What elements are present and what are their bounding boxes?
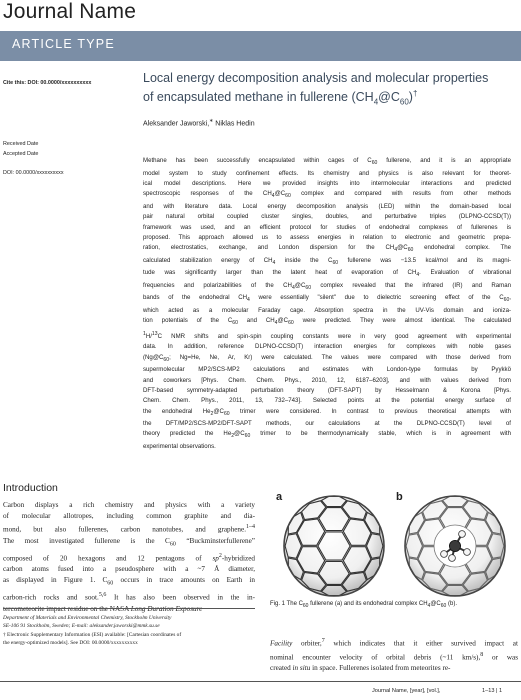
accepted-date: Accepted Date	[3, 151, 39, 157]
text-line: Chem. Chem. Phys., 2011, 13, 732–743]. Selected points at the potential energy surface of	[143, 397, 511, 405]
text-line: calculated stabilization energy of $CH_4$ inside the $C_{60}$ fullerene was −13.5 kcal/mol and its magni-	[143, 256, 511, 266]
affiliation-line: Department of Materials and Environmental Chemistry, Stockholm University	[3, 615, 172, 621]
text-line: and coworkers [Phys. Chem. Chem. Phys., 2010, 12, 6187–6203], and with values derived from	[143, 376, 511, 384]
text-line: ical model descriptions. Here we provided insights into intermolecular interactions and predicted	[143, 179, 511, 187]
text-line: $^1$H/$^{13}$C NMR shifts and spin-spin coupling constants were in very good agreement with experimental	[143, 330, 511, 340]
section-heading-introduction: Introduction	[3, 482, 58, 494]
text-line: tercometeorite impact residue on the NASA Long Duration Exposure	[3, 604, 203, 613]
cite-this: Cite this: DOI: 00.0000/xxxxxxxxxx	[3, 80, 92, 86]
title-dagger: †	[412, 89, 418, 98]
text-line: proposed. This approach allowed us to assess energies in relation to electronic and geometric prepa-	[143, 233, 511, 241]
text-line: carbon atoms fused into a pseudosphere with a ~7 Å diameter,	[3, 565, 255, 574]
esi-line: the energy-optimized models]. See DOI: 00.0000/xxxxxxxxxx	[3, 640, 138, 647]
abstract	[143, 156, 511, 452]
title-line-2	[143, 86, 513, 111]
affiliation-line: SE-106 91 Stockholm, Sweden; E-mail: aleksander.jaworski@mmk.su.se	[3, 623, 160, 630]
text-line: composed of 20 hexagons and 12 pentagons of $sp^2$-hybridized	[3, 552, 255, 563]
author-2: Niklas Hedin	[213, 120, 255, 128]
text-line: tion potentials of the $C_{60}$ and $CH_4@C_{60}$ were predicted. They were almost identical. The calculated	[143, 317, 512, 327]
text-line: Carbon displays a rich chemistry and physics with a variety	[3, 501, 255, 509]
fullerene-figure	[272, 488, 517, 598]
text-line: which acted as a molecular Faraday cage. Absorption spectra in the UV-Vis domain and ioniza-	[143, 307, 511, 314]
text-line: DFT-based symmetry-adapted perturbation theory (DFT-SAPT) by Hesselmann & Korona [Phys.	[143, 386, 511, 394]
article-type-label: ARTICLE TYPE	[12, 37, 115, 51]
received-date: Received Date	[3, 141, 39, 147]
text-line: framework was used, and an efficient protocol for studies of endohedral complexes of fullerenes is	[143, 223, 511, 231]
esi-line: † Electronic Supplementary Information (ESI) available: [Cartesian coordinates of	[3, 632, 182, 638]
journal-name: Journal Name	[3, 0, 137, 23]
footer-rule	[0, 681, 521, 682]
title-line-1: Local energy decomposition analysis and molecular properties	[143, 71, 489, 85]
text-line: the endohedral $He_2@C_{60}$ trimer were considered. In contrast to previous theoretical attempts with	[143, 407, 511, 417]
footer-journal: Journal Name, [year], [vol.],	[372, 688, 441, 694]
introduction-text	[3, 500, 255, 615]
text-line: pair natural orbital coupled cluster singles, doubles, and perturbative triples (DLPNO-CCSD(T))	[143, 213, 511, 221]
text-line: theory predicted the $He_2@C_{60}$ trimer to be thermodynamically stable, which is in agreement with	[143, 430, 511, 440]
text-line: The most investigated fullerene is the $C_{60}$ “Buckminsterfullerene”	[3, 537, 256, 548]
text-line: nominal encounter velocity of orbital debris (~11 km/s),$^8$ or was	[270, 651, 518, 661]
text-line: Facility orbiter,$^7$ which indicates that it either survived impact at	[270, 638, 518, 648]
affiliation-footnote	[3, 614, 257, 630]
text-line: created in situ in space. Fullerenes isolated from meteorites re-	[270, 664, 451, 673]
title-part: @C	[378, 90, 400, 105]
corresponding-mark: ∗	[209, 118, 214, 124]
text-line: data. In addition, reference DLPNO-CCSD(T) interaction energies for complexes with noble gases	[143, 343, 511, 351]
text-line: model system to study confinement effects. Its chemistry and physics is also relevant for theoret-	[143, 169, 511, 177]
text-line: of molecular allotropes, including common graphite and dia-	[3, 512, 255, 521]
text-line: ($Ng@C_{60}$; Ng=He, Ne, Ar, Kr) were calculated. The values were compared with those derived from	[143, 353, 511, 363]
title-sub: 4	[373, 97, 379, 107]
text-line: supermolecular MP2/SCS-MP2 calculations and estimates with London-type formulas by Pyykkö	[143, 366, 511, 374]
right-column-text	[270, 636, 518, 674]
author-1: Aleksander Jaworski,	[143, 120, 210, 128]
text-line: mond, but also fullerenes, carbon nanotubes, and graphene.$^{1-4}$	[3, 524, 255, 534]
text-line: Methane has been successfully encapsulated within cages of $C_{60}$ fullerene, and it is an appropriate	[143, 157, 511, 167]
panel-a-label: a	[276, 491, 283, 503]
text-line: frequencies and polarizabilities of the $CH_4@C_{60}$ complex revealed that the infrared (IR) and Raman	[143, 281, 511, 292]
text-line: tude was significantly larger than the latent heat of evaporation of $CH_4$. Evaluation of vibrational	[143, 269, 511, 279]
text-line: and with literature data. Local energy decomposition analysis (LED) within the domain-based local	[143, 202, 511, 210]
text-line: ration, electrostatics, exchange, and London dispersion for the $CH_4@C_{60}$ endohedral complex. The	[143, 244, 511, 254]
figure-1	[272, 488, 517, 598]
authors	[143, 118, 255, 127]
text-line: carbon-rich rocks and soot.$^{5,6}$ It has also been observed in the in-	[3, 592, 255, 602]
text-line: experimental observations.	[143, 443, 216, 451]
figure-1-caption: Fig. 1 The $C_{60}$ fullerene (a) and its endohedral complex $CH_4@C_{60}$ (b).	[270, 601, 457, 610]
text-line: bands of the endohedral $CH_4$ were essentially "silent" due to dielectric screening effect of the $C_{60}$,	[143, 294, 511, 304]
doi-label: DOI: 00.0000/xxxxxxxxxx	[3, 170, 64, 176]
text-line: as displayed in Figure 1. $C_{60}$ occurs in trace amounts on Earth in	[3, 576, 256, 587]
text-line: the DFT/MP2/SCS-MP2/DFT-SAPT methods, our calculations at the DLPNO-CCSD(T) level of	[143, 420, 511, 428]
text-line: spectroscopic responses of the $CH_4@C_{60}$ complex and compared with results from other methods	[143, 190, 512, 200]
title-part: of encapsulated methane in fullerene (CH	[143, 90, 374, 105]
footer-pages: 1–13 | 1	[482, 688, 503, 694]
panel-b-label: b	[396, 491, 403, 503]
article-title	[143, 70, 513, 111]
title-part: )	[408, 90, 413, 105]
esi-footnote	[3, 631, 257, 647]
footnote-rule	[3, 608, 255, 609]
title-sub: 60	[399, 97, 409, 107]
